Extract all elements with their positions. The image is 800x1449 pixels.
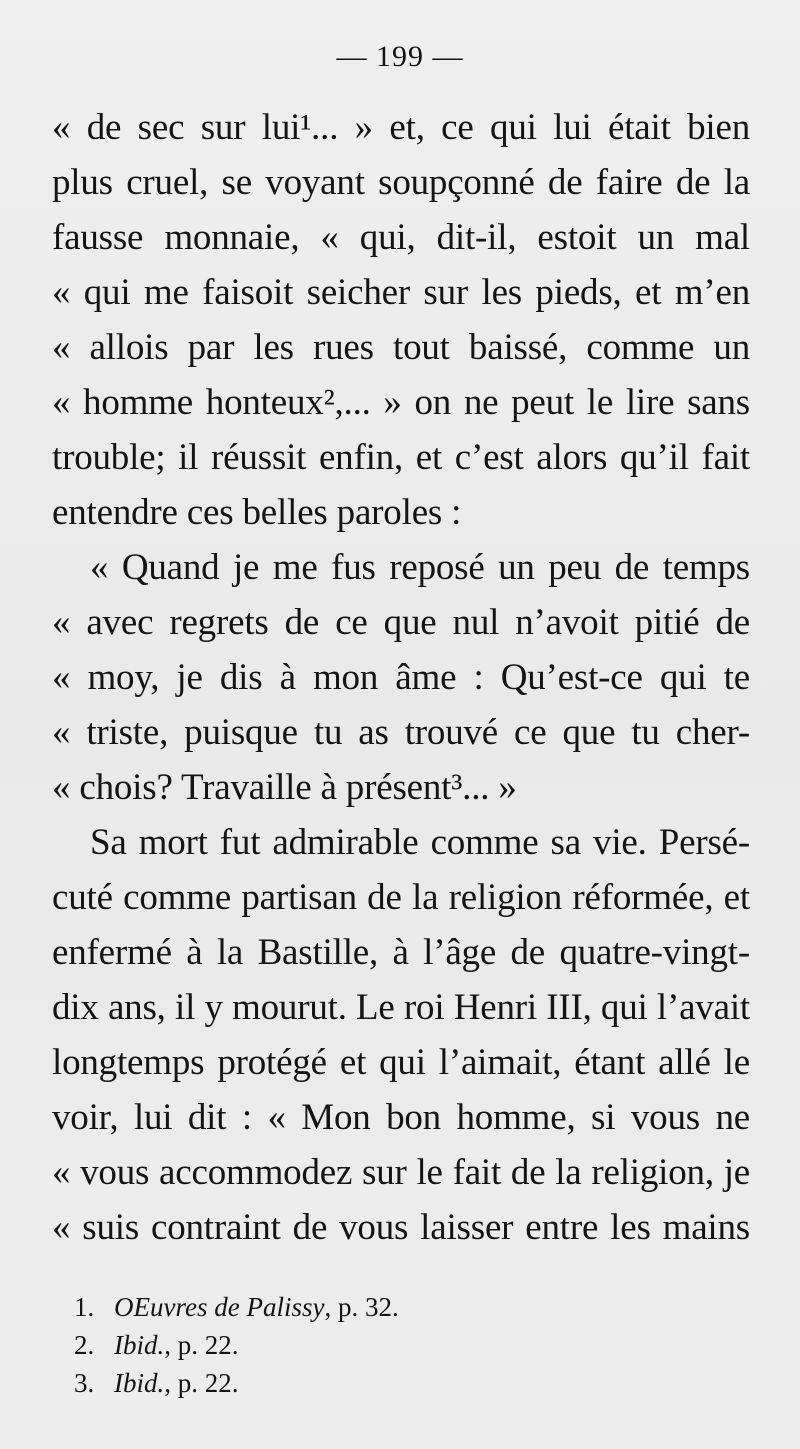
footnote-number: 1.: [74, 1292, 95, 1322]
footnote-number: 3.: [74, 1368, 95, 1398]
text-line: « triste, puisque tu as trouvé ce que tu cher-: [52, 712, 750, 753]
text-line: voir, lui dit : « Mon bon homme, si vous ne: [52, 1097, 750, 1138]
footnote-reference: , p. 22.: [164, 1368, 239, 1398]
text-line: cuté comme partisan de la religion réformée, et: [52, 877, 750, 918]
footnote-title: OEuvres de Palissy: [114, 1292, 325, 1322]
text-line: « moy, je dis à mon âme : Qu’est-ce qui te: [52, 657, 750, 698]
footnote-title: Ibid.: [114, 1330, 165, 1360]
text-line: trouble; il réussit enfin, et c’est alors qu’il fait: [52, 437, 750, 478]
text-line: « allois par les rues tout baissé, comme un: [52, 327, 750, 368]
text-line: « Quand je me fus reposé un peu de temps: [90, 547, 750, 588]
text-line: « avec regrets de ce que nul n’avoit pitié de: [52, 602, 750, 643]
footnotes: [74, 1288, 714, 1402]
footnote: [74, 1326, 714, 1364]
text-line: « homme honteux²,... » on ne peut le lire sans: [52, 382, 750, 423]
text-line: « qui me faisoit seicher sur les pieds, et m’en: [52, 272, 750, 313]
text-line: dix ans, il y mourut. Le roi Henri III, qui l’avait: [52, 987, 750, 1028]
footnote-title: Ibid.: [114, 1368, 165, 1398]
footnote: [74, 1288, 714, 1326]
text-line: « chois? Travaille à présent³... »: [52, 767, 517, 808]
text-line: enfermé à la Bastille, à l’âge de quatre-vingt-: [52, 932, 750, 973]
footnote-reference: , p. 22.: [164, 1330, 239, 1360]
text-line: entendre ces belles paroles :: [52, 492, 462, 533]
body-text: [52, 100, 750, 1255]
page-number: — 199 —: [336, 40, 464, 73]
footnote: [74, 1364, 714, 1402]
text-line: « vous accommodez sur le fait de la religion, je: [52, 1152, 750, 1193]
text-line: plus cruel, se voyant soupçonné de faire de la: [52, 162, 750, 203]
text-line: Sa mort fut admirable comme sa vie. Persé-: [90, 822, 750, 863]
footnote-reference: , p. 32.: [324, 1292, 399, 1322]
footnote-number: 2.: [74, 1330, 95, 1360]
text-line: « suis contraint de vous laisser entre les mains: [52, 1207, 750, 1248]
text-line: « de sec sur lui¹... » et, ce qui lui était bien: [52, 107, 750, 148]
text-line: longtemps protégé et qui l’aimait, étant allé le: [52, 1042, 750, 1083]
text-line: fausse monnaie, « qui, dit-il, estoit un mal: [52, 217, 750, 258]
